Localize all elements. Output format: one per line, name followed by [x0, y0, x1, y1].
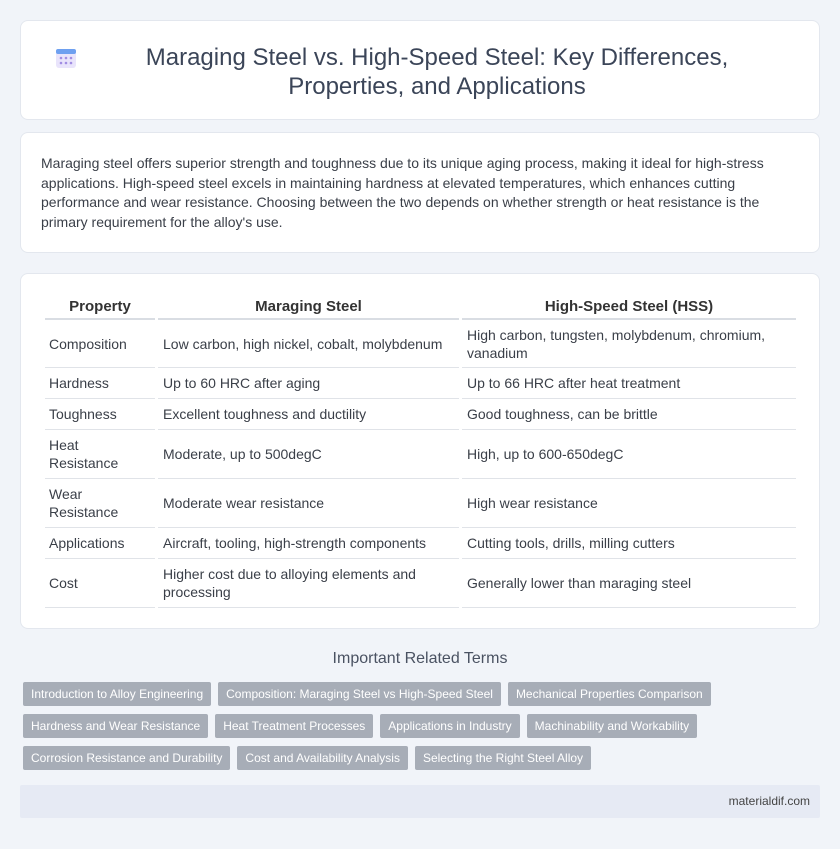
comparison-table — [42, 294, 799, 608]
comparison-table-card — [20, 273, 820, 629]
table-cell: Applications — [45, 528, 155, 559]
tag-applications[interactable]: Applications in Industry — [380, 714, 519, 738]
table-cell: High carbon, tungsten, molybdenum, chromium, vanadium — [462, 320, 796, 368]
table-row — [45, 559, 796, 608]
table-cell: High wear resistance — [462, 479, 796, 528]
tag-row — [23, 682, 813, 706]
table-cell: Wear Resistance — [45, 479, 155, 528]
tag-mechanical-properties[interactable]: Mechanical Properties Comparison — [508, 682, 711, 706]
table-cell: High, up to 600-650degC — [462, 430, 796, 479]
table-cell: Composition — [45, 320, 155, 368]
header-high-speed-steel: High-Speed Steel (HSS) — [462, 294, 796, 320]
table-cell: Higher cost due to alloying elements and processing — [158, 559, 459, 608]
description-text: Maraging steel offers superior strength and toughness due to its unique aging process, making it ideal for high-stress applications. High-speed steel excels in maintaining hardness at elevated temperatures, which enhances cutting performance and wear resistance. Choosing between the two depends on whether strength or heat resistance is the primary requirement for the alloy's use. — [41, 155, 764, 230]
table-cell: Up to 60 HRC after aging — [158, 368, 459, 399]
table-row — [45, 320, 796, 368]
table-cell: Aircraft, tooling, high-strength components — [158, 528, 459, 559]
footer-site-link[interactable]: materialdif.com — [728, 794, 810, 808]
tag-row — [23, 746, 813, 770]
tag-composition[interactable]: Composition: Maraging Steel vs High-Speed Steel — [218, 682, 501, 706]
table-cell: Moderate, up to 500degC — [158, 430, 459, 479]
related-terms-title: Important Related Terms — [332, 650, 508, 667]
table-cell: Moderate wear resistance — [158, 479, 459, 528]
description-card — [20, 132, 820, 253]
table-cell: Hardness — [45, 368, 155, 399]
table-header-row — [45, 294, 796, 320]
table-cell: Heat Resistance — [45, 430, 155, 479]
table-cell: Cutting tools, drills, milling cutters — [462, 528, 796, 559]
table-row — [45, 368, 796, 399]
table-row — [45, 399, 796, 430]
tag-selecting-alloy[interactable]: Selecting the Right Steel Alloy — [415, 746, 591, 770]
table-cell: Excellent toughness and ductility — [158, 399, 459, 430]
table-cell: Good toughness, can be brittle — [462, 399, 796, 430]
table-cell: Up to 66 HRC after heat treatment — [462, 368, 796, 399]
tag-row — [23, 714, 813, 738]
table-row — [45, 430, 796, 479]
tag-corrosion-resistance[interactable]: Corrosion Resistance and Durability — [23, 746, 230, 770]
table-cell: Low carbon, high nickel, cobalt, molybdenum — [158, 320, 459, 368]
header-maraging-steel: Maraging Steel — [158, 294, 459, 320]
tag-cost-availability[interactable]: Cost and Availability Analysis — [237, 746, 408, 770]
related-terms-tags — [23, 682, 813, 778]
table-row — [45, 528, 796, 559]
tag-machinability[interactable]: Machinability and Workability — [527, 714, 698, 738]
table-row — [45, 479, 796, 528]
table-cell: Generally lower than maraging steel — [462, 559, 796, 608]
table-cell: Toughness — [45, 399, 155, 430]
footer — [20, 785, 820, 818]
header-property: Property — [45, 294, 155, 320]
tag-heat-treatment[interactable]: Heat Treatment Processes — [215, 714, 373, 738]
page-title: Maraging Steel vs. High-Speed Steel: Key Differences, Properties, and Applications — [145, 44, 729, 100]
title-card — [20, 20, 820, 120]
table-cell: Cost — [45, 559, 155, 608]
tag-alloy-engineering[interactable]: Introduction to Alloy Engineering — [23, 682, 211, 706]
tag-hardness-wear[interactable]: Hardness and Wear Resistance — [23, 714, 208, 738]
